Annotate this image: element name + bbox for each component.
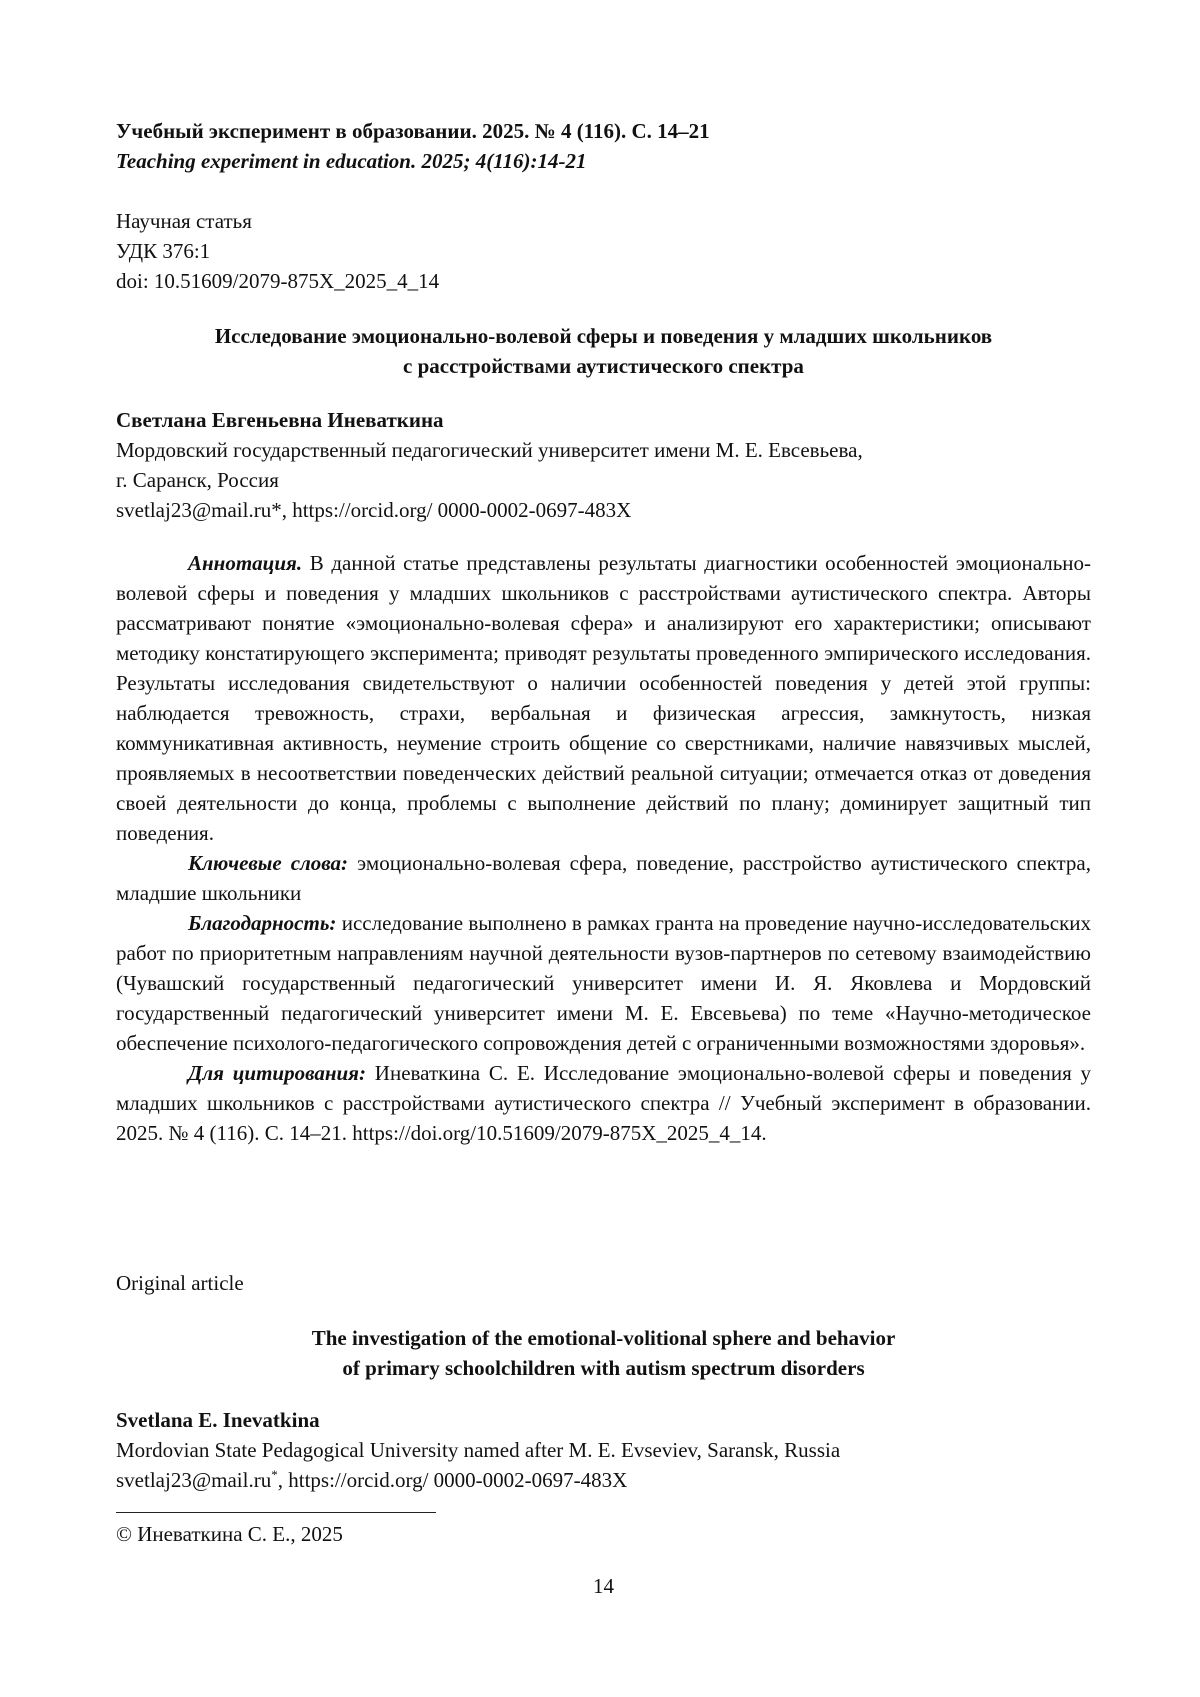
article-type: Научная статья (116, 209, 252, 233)
author-block-en (116, 1405, 1091, 1495)
journal-title-en: Teaching experiment in education. 2025; 4(116):14-21 (116, 149, 587, 173)
acknowledgement-label: Благодарность: (188, 911, 337, 935)
author-name-en: Svetlana E. Inevatkina (116, 1408, 320, 1432)
title-en-line-1: The investigation of the emotional-volitional sphere and behavior (311, 1326, 896, 1350)
abstract-label: Аннотация. (188, 551, 303, 575)
abstract-section (116, 548, 1091, 1148)
english-article-type (116, 1268, 1091, 1298)
author-orcid-en: , https://orcid.org/ 0000-0002-0697-483X (277, 1468, 628, 1492)
acknowledgement-paragraph (116, 908, 1091, 1058)
author-city-ru: г. Саранск, Россия (116, 468, 279, 492)
author-affiliation-en: Mordovian State Pedagogical University named after M. E. Evseviev, Saransk, Russia (116, 1438, 841, 1462)
doi: doi: 10.51609/2079-875X_2025_4_14 (116, 269, 440, 293)
keywords-paragraph (116, 848, 1091, 908)
citation-text: Иневаткина С. Е. Исследование эмоционально-волевой сферы и поведения у младших школьников с расстройствами аутистического спектра // Учебный эксперимент в образовании. 2025. № 4 (116). С. 14–21. https://doi.org/10.51609/2079-875X_2025_4_14. (116, 1061, 1092, 1145)
article-title-ru (116, 321, 1091, 381)
author-email-mark: * (271, 1467, 278, 1482)
author-contacts-ru: svetlaj23@mail.ru*, https://orcid.org/ 0000-0002-0697-483X (116, 498, 632, 522)
journal-header (116, 116, 1091, 176)
author-contacts-en (116, 1465, 1091, 1495)
keywords-label: Ключевые слова: (188, 851, 349, 875)
title-en-line-2: of primary schoolchildren with autism spectrum disorders (342, 1356, 865, 1380)
copyright-notice: © Иневаткина С. Е., 2025 (116, 1522, 343, 1546)
udc-code: УДК 376:1 (116, 239, 211, 263)
author-name-ru: Светлана Евгеньевна Иневаткина (116, 408, 444, 432)
keywords-text: эмоционально-волевая сфера, поведение, расстройство аутистического спектра, младшие школьники (116, 851, 1091, 905)
title-ru-line-1: Исследование эмоционально-волевой сферы и поведения у младших школьников (214, 324, 993, 348)
abstract-text: В данной статье представлены результаты диагностики особенностей эмоционально-волевой сферы и поведения у младших школьников с расстройствами аутистического спектра. Авторы рассматривают понятие «эмоционально-волевая сфера» и анализируют его характеристики; описывают методику констатирующего эксперимента; приводят результаты проведенного эмпирического исследования. Результаты исследования свидетельствуют о наличии особенностей поведения у детей этой группы: наблюдается тревожность, страхи, вербальная и физическая агрессия, замкнутость, низкая коммуникативная активность, неумение строить общение со сверстниками, наличие навязчивых мыслей, проявляемых в несоответствии поведенческих действий реальной ситуации; отмечается отказ от доведения своей деятельности до конца, проблемы с выполнение действий по плану; доминирует защитный тип поведения. (116, 551, 1092, 845)
citation-paragraph (116, 1058, 1091, 1148)
page-number: 14 (593, 1574, 614, 1598)
article-title-en (116, 1323, 1091, 1383)
author-block-ru (116, 405, 1091, 525)
footnote (116, 1519, 1091, 1549)
journal-title-ru: Учебный эксперимент в образовании. 2025. № 4 (116). С. 14–21 (116, 119, 710, 143)
article-meta (116, 206, 1091, 296)
title-ru-line-2: с расстройствами аутистического спектра (403, 354, 804, 378)
citation-label: Для цитирования: (188, 1061, 366, 1085)
author-affiliation-ru: Мордовский государственный педагогический университет имени М. Е. Евсевьева, (116, 438, 863, 462)
original-article-label: Original article (116, 1271, 244, 1295)
page-number-container (116, 1571, 1091, 1601)
author-email-en: svetlaj23@mail.ru (116, 1468, 272, 1492)
abstract-paragraph (116, 548, 1091, 848)
footnote-divider (116, 1512, 436, 1513)
acknowledgement-text: исследование выполнено в рамках гранта на проведение научно-исследовательских работ по приоритетным направлениям научной деятельности вузов-партнеров по сетевому взаимодействию (Чувашский государственный педагогический университет имени И. Я. Яковлева и Мордовский государственный педагогический университет имени М. Е. Евсевьева) по теме «Научно-методическое обеспечение психолого-педагогического сопровождения детей с ограниченными возможностями здоровья». (116, 911, 1092, 1055)
